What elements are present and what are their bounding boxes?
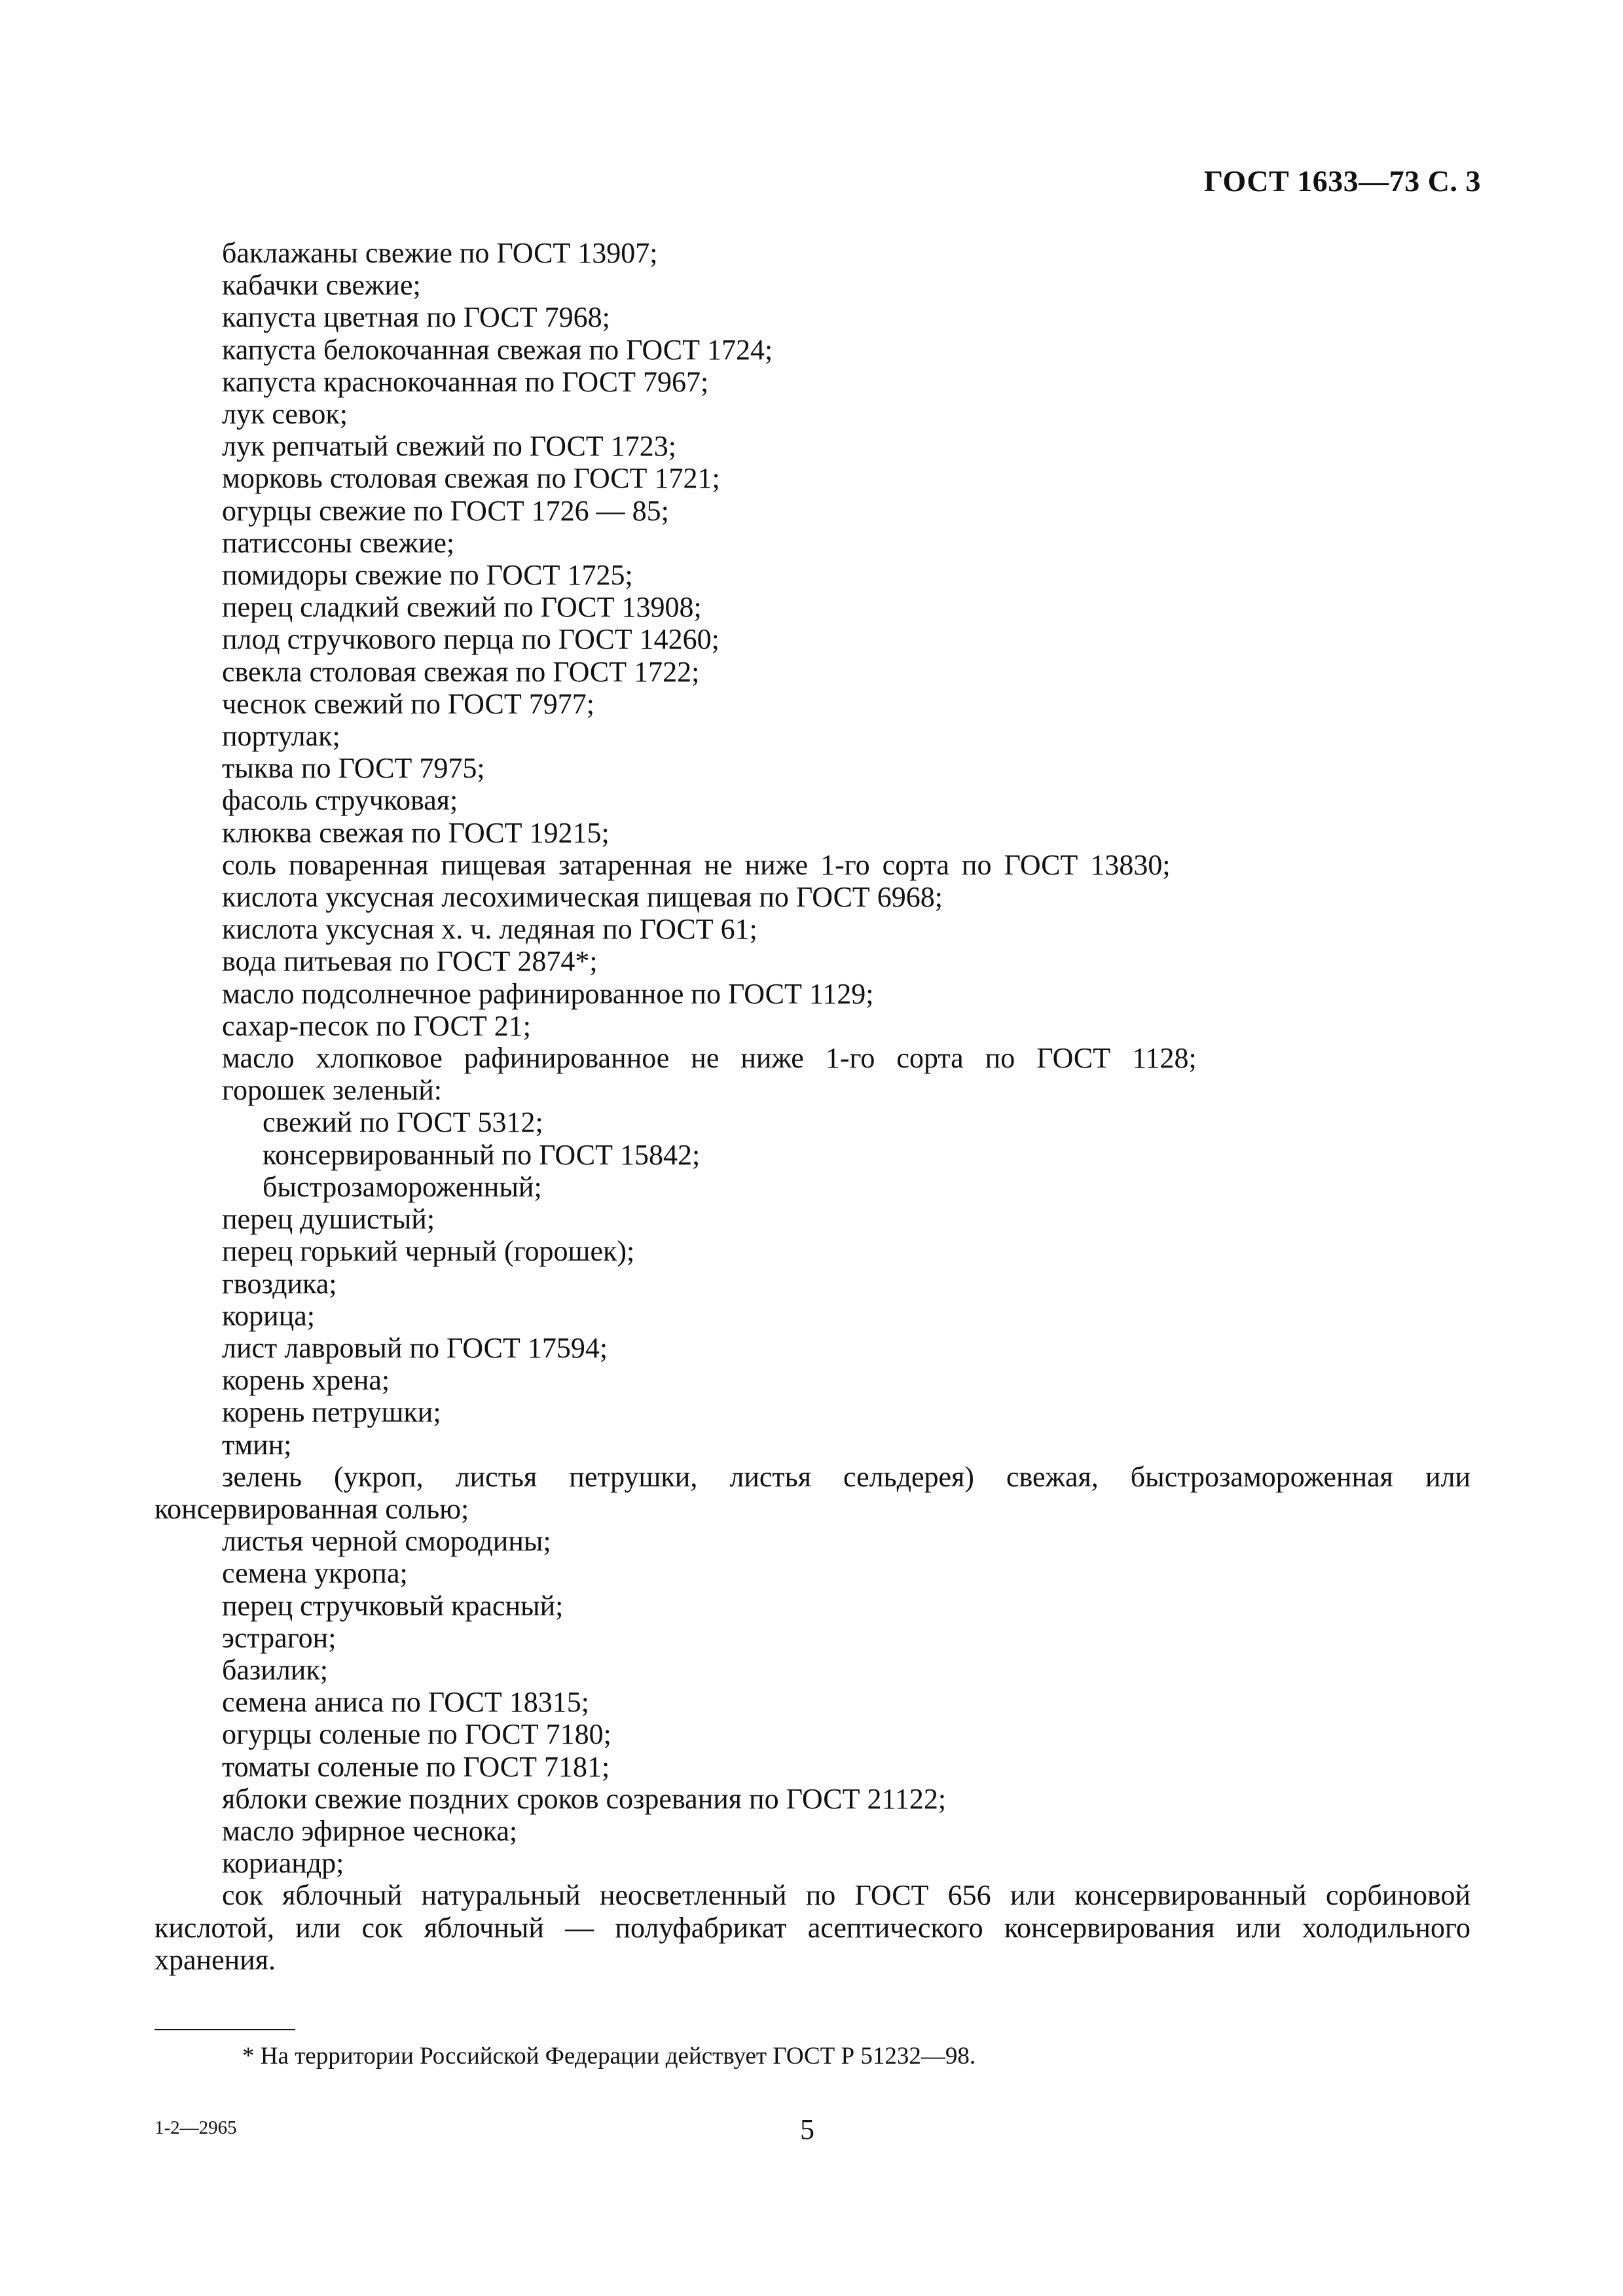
list-item: лист лавровый по ГОСТ 17594; xyxy=(222,1331,608,1364)
list-item: огурцы соленые по ГОСТ 7180; xyxy=(222,1718,611,1751)
list-subitem: свежий по ГОСТ 5312; xyxy=(263,1106,543,1139)
list-item: базилик; xyxy=(222,1653,328,1686)
list-item: семена аниса по ГОСТ 18315; xyxy=(222,1686,589,1719)
list-item: масло подсолнечное рафинированное по ГОСТ 1129; xyxy=(222,977,874,1010)
list-item-green-peas: горошек зеленый: xyxy=(222,1074,443,1107)
paragraph-greens: зелень (укроп, листья петрушки, листья сельдерея) свежая, быстрозамороженная или консервированная солью; xyxy=(155,1460,1470,1525)
list-item: семена укропа; xyxy=(222,1557,408,1590)
list-item: кориандр; xyxy=(222,1847,344,1880)
footnote: * На территории Российской Федерации действует ГОСТ Р 51232—98. xyxy=(242,2043,976,2070)
list-item: морковь столовая свежая по ГОСТ 1721; xyxy=(222,462,720,495)
list-item-salt: соль поваренная пищевая затаренная не ниже 1-го сорта по ГОСТ 13830; xyxy=(222,848,1171,881)
list-item: свекла столовая свежая по ГОСТ 1722; xyxy=(222,655,700,688)
list-subitem: быстрозамороженный; xyxy=(263,1170,542,1203)
list-item: лук репчатый свежий по ГОСТ 1723; xyxy=(222,430,676,463)
list-item: патиссоны свежие; xyxy=(222,526,455,559)
list-item: корица; xyxy=(222,1299,315,1332)
list-item: листья черной смородины; xyxy=(222,1525,551,1558)
page-header: ГОСТ 1633—73 С. 3 xyxy=(1203,164,1481,198)
list-item: корень хрена; xyxy=(222,1364,390,1397)
list-item: кабачки свежие; xyxy=(222,269,421,302)
list-item: яблоки свежие поздних сроков созревания по ГОСТ 21122; xyxy=(222,1782,947,1815)
list-item: вода питьевая по ГОСТ 2874*; xyxy=(222,945,598,978)
list-item: капуста белокочанная свежая по ГОСТ 1724; xyxy=(222,333,773,366)
list-item: тмин; xyxy=(222,1428,292,1461)
list-item: баклажаны свежие по ГОСТ 13907; xyxy=(222,237,658,269)
list-item: перец душистый; xyxy=(222,1203,435,1236)
list-item: перец горький черный (горошек); xyxy=(222,1235,635,1268)
list-item: перец стручковый красный; xyxy=(222,1589,564,1622)
ingredient-list xyxy=(155,237,1470,1976)
list-item: плод стручкового перца по ГОСТ 14260; xyxy=(222,623,720,656)
list-item: портулак; xyxy=(222,720,340,753)
list-item: фасоль стручковая; xyxy=(222,784,458,817)
list-item: масло эфирное чеснока; xyxy=(222,1814,518,1847)
footnote-divider xyxy=(155,2029,295,2030)
list-item: эстрагон; xyxy=(222,1621,337,1654)
list-item-cotton-oil: масло хлопковое рафинированное не ниже 1-го сорта по ГОСТ 1128; xyxy=(222,1042,1197,1075)
list-item: капуста краснокочанная по ГОСТ 7967; xyxy=(222,365,709,398)
list-item: томаты соленые по ГОСТ 7181; xyxy=(222,1750,610,1783)
list-item: гвоздика; xyxy=(222,1267,337,1300)
list-item: кислота уксусная х. ч. ледяная по ГОСТ 61; xyxy=(222,913,757,946)
list-item: корень петрушки; xyxy=(222,1396,441,1429)
list-item: лук севок; xyxy=(222,398,348,431)
list-item: капуста цветная по ГОСТ 7968; xyxy=(222,301,610,334)
paragraph-apple-juice: сок яблочный натуральный неосветленный по ГОСТ 656 или консервированный сорбиновой кислотой, или сок яблочный — полуфабрикат асептического консервирования или холодильного хранения. xyxy=(155,1879,1470,1976)
list-item: огурцы свежие по ГОСТ 1726 — 85; xyxy=(222,494,669,527)
print-code: 1-2—2965 xyxy=(155,2117,237,2138)
page-number: 5 xyxy=(800,2113,814,2145)
list-subitem: консервированный по ГОСТ 15842; xyxy=(263,1138,701,1171)
list-item: сахар-песок по ГОСТ 21; xyxy=(222,1009,531,1042)
list-item: тыква по ГОСТ 7975; xyxy=(222,752,485,785)
list-item: чеснок свежий по ГОСТ 7977; xyxy=(222,687,594,720)
list-item: перец сладкий свежий по ГОСТ 13908; xyxy=(222,591,702,624)
list-item: клюква свежая по ГОСТ 19215; xyxy=(222,816,610,849)
list-item: помидоры свежие по ГОСТ 1725; xyxy=(222,559,633,592)
list-item: кислота уксусная лесохимическая пищевая по ГОСТ 6968; xyxy=(222,881,943,914)
